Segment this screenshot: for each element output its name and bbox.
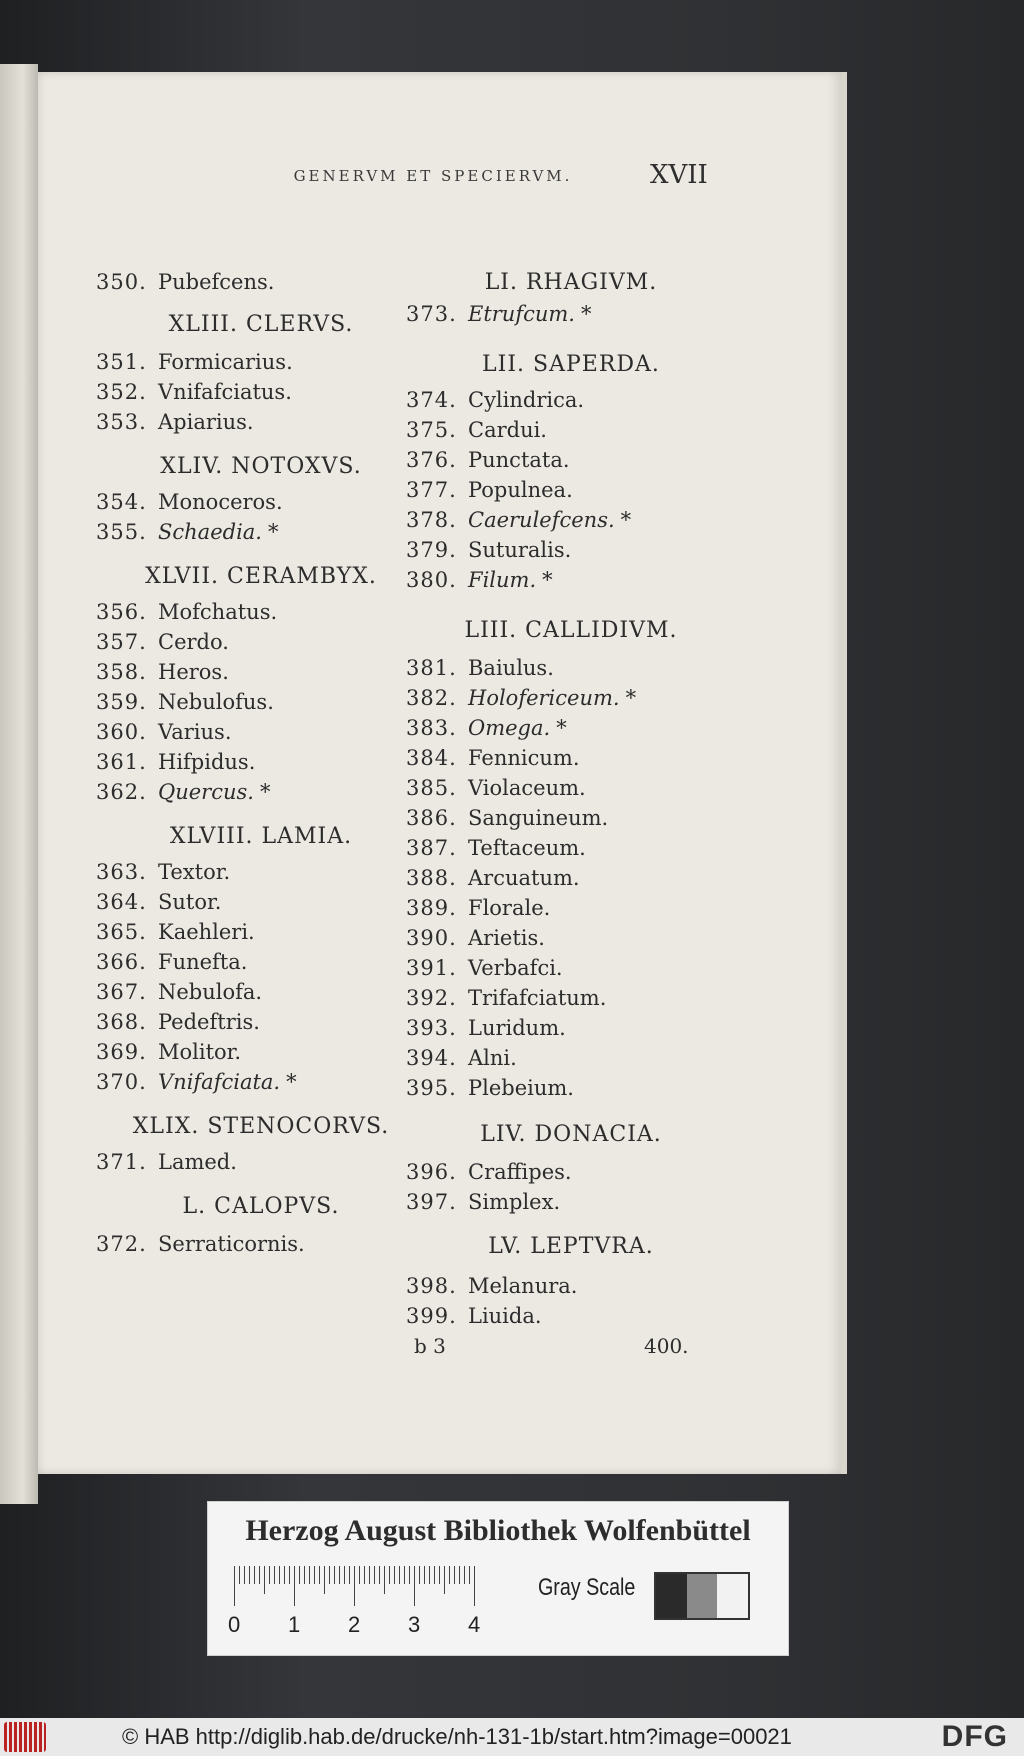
ruler-tick [379, 1566, 380, 1584]
ruler-tick [254, 1566, 255, 1584]
asterisk-mark: * [542, 568, 553, 592]
species-entry [406, 686, 636, 710]
species-name: Etrufcum. [468, 302, 575, 326]
species-entry [406, 716, 567, 740]
entry-number: 354. [96, 490, 147, 514]
species-name: Verbafci. [468, 956, 563, 980]
genus-heading: XLVII. CERAMBYX. [145, 564, 377, 589]
species-entry [406, 956, 563, 980]
asterisk-mark: * [580, 302, 592, 326]
species-name: Textor. [158, 860, 231, 884]
page-number: XVII [650, 160, 708, 190]
ruler-label: 2 [348, 1612, 361, 1637]
ruler-tick [424, 1566, 425, 1584]
ruler-tick [269, 1566, 270, 1584]
entry-number: 364. [96, 890, 147, 914]
genus-heading: XLIX. STENOCORVS. [132, 1114, 390, 1139]
species-entry [406, 866, 580, 890]
species-entry [406, 302, 591, 326]
species-name: Alni. [468, 1046, 517, 1070]
entry-number: 373. [406, 302, 457, 326]
species-entry [96, 520, 278, 544]
ruler-label: 4 [468, 1612, 481, 1637]
entry-number: 390. [406, 926, 457, 950]
entry-number: 391. [406, 956, 457, 980]
species-name: Molitor. [158, 1040, 242, 1064]
species-name: Vnifafciatus. [158, 380, 292, 404]
species-name: Vnifafciata. [158, 1070, 281, 1094]
entry-number: 351. [96, 350, 147, 374]
color-reference-card [207, 1501, 789, 1656]
species-name: Nebulofa. [158, 980, 263, 1004]
entry-number: 386. [406, 806, 457, 830]
ruler-tick [349, 1566, 350, 1584]
species-entry [96, 380, 292, 404]
entry-number: 377. [406, 478, 457, 502]
species-entry [96, 660, 229, 684]
species-name: Formicarius. [158, 350, 293, 374]
species-entry [96, 780, 270, 804]
entry-number: 393. [406, 1016, 457, 1040]
species-entry [96, 950, 247, 974]
entry-number: 370. [96, 1070, 147, 1094]
species-name: Arcuatum. [468, 866, 580, 890]
species-entry [406, 1016, 566, 1040]
entry-number: 375. [406, 418, 457, 442]
species-name: Arietis. [468, 926, 545, 950]
species-name: Florale. [468, 896, 551, 920]
dfg-logo: DFG [941, 1720, 1008, 1753]
library-title: Herzog August Bibliothek Wolfenbüttel [245, 1514, 751, 1547]
species-name: Luridum. [468, 1016, 566, 1040]
ruler-tick [454, 1566, 455, 1584]
species-entry [406, 746, 580, 770]
book-page [38, 72, 841, 1474]
species-entry [96, 980, 262, 1004]
species-name: Apiarius. [158, 410, 254, 434]
entry-number: 368. [96, 1010, 147, 1034]
genus-heading: XLIII. CLERVS. [168, 312, 354, 337]
entry-number: 350. [96, 270, 147, 294]
species-name: Suturalis. [468, 538, 572, 562]
species-entry [406, 1076, 574, 1100]
species-name: Violaceum. [468, 776, 586, 800]
species-entry [406, 926, 545, 950]
entry-number: 376. [406, 448, 457, 472]
entry-number: 381. [406, 656, 457, 680]
species-name: Caerulefcens. [468, 508, 615, 532]
entry-number: 357. [96, 630, 147, 654]
species-entry [406, 836, 586, 860]
ruler-tick [389, 1566, 390, 1584]
entry-number: 387. [406, 836, 457, 860]
ruler-label: 1 [288, 1612, 301, 1637]
species-name: Funefta. [158, 950, 248, 974]
species-entry [406, 776, 586, 800]
gray-swatch-cell [687, 1574, 718, 1618]
genus-heading: XLVIII. LAMIA. [169, 824, 353, 849]
ruler-tick [324, 1566, 325, 1594]
species-entry [96, 890, 221, 914]
ruler-tick [409, 1566, 410, 1584]
entry-number: 398. [406, 1274, 457, 1298]
species-name: Filum. [468, 568, 537, 592]
ruler-tick [339, 1566, 340, 1584]
ruler-tick [469, 1566, 470, 1584]
species-entry [96, 410, 254, 434]
ruler-tick [314, 1566, 315, 1584]
species-name: Sanguineum. [468, 806, 609, 830]
species-entry [96, 920, 255, 944]
page-edge [841, 72, 847, 1474]
entry-number: 353. [96, 410, 147, 434]
species-entry [406, 806, 608, 830]
ruler-tick [459, 1566, 460, 1584]
species-entry [96, 860, 230, 884]
genus-heading: LIV. DONACIA. [480, 1122, 662, 1147]
species-name: Mofchatus. [158, 600, 278, 624]
ruler-tick [404, 1566, 405, 1584]
ruler-tick [414, 1566, 415, 1606]
species-name: Punctata. [468, 448, 570, 472]
ruler-tick [359, 1566, 360, 1584]
species-entry [96, 720, 232, 744]
asterisk-mark: * [286, 1070, 297, 1094]
ruler-tick [264, 1566, 265, 1594]
species-name: Trifafciatum. [468, 986, 607, 1010]
genus-heading: LII. SAPERDA. [482, 352, 660, 377]
species-entry [406, 656, 554, 680]
entry-number: 359. [96, 690, 147, 714]
ruler-tick [319, 1566, 320, 1584]
entry-number: 394. [406, 1046, 457, 1070]
ruler-tick [259, 1566, 260, 1584]
ruler-tick [474, 1566, 475, 1606]
species-entry [406, 896, 550, 920]
species-name: Pedeftris. [158, 1010, 260, 1034]
ruler-tick [439, 1566, 440, 1584]
species-name: Monoceros. [158, 490, 283, 514]
entry-number: 374. [406, 388, 457, 412]
ruler-label: 3 [408, 1612, 421, 1637]
entry-number: 362. [96, 780, 147, 804]
genus-heading: LV. LEPTVRA. [488, 1234, 654, 1259]
ruler-tick [274, 1566, 275, 1584]
ruler-tick [449, 1566, 450, 1584]
entry-number: 397. [406, 1190, 457, 1214]
ruler-tick [434, 1566, 435, 1584]
species-name: Lamed. [158, 1150, 237, 1174]
ruler-tick [419, 1566, 420, 1584]
catchword: 400. [644, 1334, 689, 1358]
ruler-tick [299, 1566, 300, 1584]
entry-number: 383. [406, 716, 457, 740]
species-name: Heros. [158, 660, 229, 684]
species-name: Melanura. [468, 1274, 578, 1298]
species-entry [406, 1046, 517, 1070]
entry-number: 369. [96, 1040, 147, 1064]
ruler-tick [369, 1566, 370, 1584]
entry-number: 385. [406, 776, 457, 800]
ruler-labels [228, 1612, 494, 1638]
ruler-tick [394, 1566, 395, 1584]
running-title: GENERVM ET SPECIERVM. [293, 167, 573, 185]
ruler-tick [384, 1566, 385, 1594]
species-entry [406, 1304, 542, 1328]
entry-number: 365. [96, 920, 147, 944]
entry-number: 360. [96, 720, 147, 744]
gray-scale-label: Gray Scale [538, 1574, 636, 1601]
ruler-tick [234, 1566, 235, 1606]
species-name: Fennicum. [468, 746, 580, 770]
entry-number: 388. [406, 866, 457, 890]
scale-ruler [234, 1566, 474, 1606]
species-name: Cerdo. [158, 630, 229, 654]
asterisk-mark: * [556, 716, 567, 740]
ruler-tick [429, 1566, 430, 1584]
species-entry [406, 508, 631, 532]
ruler-tick [329, 1566, 330, 1584]
ruler-tick [289, 1566, 290, 1584]
species-entry [406, 568, 553, 592]
ruler-tick [244, 1566, 245, 1584]
species-name: Quercus. [158, 780, 254, 804]
species-name: Teftaceum. [468, 836, 586, 860]
genus-heading: LIII. CALLIDIVM. [464, 618, 678, 643]
gray-scale-swatch [654, 1572, 750, 1620]
signature-mark: b 3 [414, 1334, 446, 1358]
ruler-tick [364, 1566, 365, 1584]
ruler-tick [304, 1566, 305, 1584]
species-name: Pubefcens. [158, 270, 275, 294]
species-name: Liuida. [468, 1304, 542, 1328]
species-entry [96, 690, 274, 714]
entry-number: 358. [96, 660, 147, 684]
species-name: Hifpidus. [158, 750, 256, 774]
ruler-tick [334, 1566, 335, 1584]
gray-swatch-cell [656, 1574, 687, 1618]
species-entry [96, 350, 293, 374]
genus-heading: L. CALOPVS. [182, 1194, 340, 1219]
species-entry [406, 388, 584, 412]
hab-logo-icon [4, 1722, 46, 1752]
species-entry [406, 1274, 577, 1298]
asterisk-mark: * [259, 780, 271, 804]
species-entry [96, 1070, 297, 1094]
species-name: Simplex. [468, 1190, 561, 1214]
species-name: Serraticornis. [158, 1232, 305, 1256]
species-name: Nebulofus. [158, 690, 274, 714]
asterisk-mark: * [267, 520, 279, 544]
species-name: Sutor. [158, 890, 222, 914]
genus-heading: LI. RHAGIVM. [484, 270, 658, 295]
ruler-tick [279, 1566, 280, 1584]
ruler-tick [344, 1566, 345, 1584]
asterisk-mark: * [620, 508, 632, 532]
species-entry [406, 1160, 572, 1184]
entry-number: 395. [406, 1076, 457, 1100]
species-entry [96, 600, 277, 624]
species-name: Schaedia. [158, 520, 262, 544]
entry-number: 372. [96, 1232, 147, 1256]
species-entry [96, 630, 229, 654]
genus-heading: XLIV. NOTOXVS. [160, 454, 362, 479]
species-entry [96, 490, 283, 514]
ruler-tick [444, 1566, 445, 1594]
asterisk-mark: * [625, 686, 637, 710]
adjacent-page-edge [0, 64, 38, 1504]
viewer-footer-bar [0, 1718, 1024, 1756]
ruler-tick [294, 1566, 295, 1606]
entry-number: 361. [96, 750, 147, 774]
ruler-tick [464, 1566, 465, 1584]
species-name: Varius. [158, 720, 232, 744]
ruler-tick [239, 1566, 240, 1584]
ruler-tick [354, 1566, 355, 1606]
species-entry [96, 1010, 260, 1034]
species-entry [96, 1040, 241, 1064]
species-name: Populnea. [468, 478, 573, 502]
entry-number: 355. [96, 520, 147, 544]
ruler-tick [284, 1566, 285, 1584]
species-entry [406, 448, 570, 472]
species-entry [96, 1232, 305, 1256]
entry-number: 379. [406, 538, 457, 562]
species-entry [96, 270, 274, 294]
species-name: Cylindrica. [468, 388, 585, 412]
species-name: Kaehleri. [158, 920, 255, 944]
entry-number: 367. [96, 980, 147, 1004]
species-name: Cardui. [468, 418, 547, 442]
species-entry [96, 1150, 237, 1174]
species-entry [406, 478, 573, 502]
ruler-tick [309, 1566, 310, 1584]
species-name: Omega. [468, 716, 551, 740]
entry-number: 392. [406, 986, 457, 1010]
ruler-tick [374, 1566, 375, 1584]
species-entry [406, 418, 547, 442]
entry-number: 378. [406, 508, 457, 532]
source-url[interactable]: © HAB http://diglib.hab.de/drucke/nh-131-1b/start.htm?image=00021 [122, 1724, 792, 1749]
species-entry [406, 986, 606, 1010]
entry-number: 363. [96, 860, 147, 884]
ruler-label: 0 [228, 1612, 241, 1637]
entry-number: 399. [406, 1304, 457, 1328]
entry-number: 371. [96, 1150, 147, 1174]
entry-number: 352. [96, 380, 147, 404]
entry-number: 389. [406, 896, 457, 920]
entry-number: 356. [96, 600, 147, 624]
species-name: Holofericeum. [468, 686, 620, 710]
entry-number: 380. [406, 568, 457, 592]
gray-swatch-cell [717, 1574, 748, 1618]
ruler-tick [399, 1566, 400, 1584]
entry-number: 382. [406, 686, 457, 710]
species-name: Plebeium. [468, 1076, 574, 1100]
species-entry [406, 1190, 560, 1214]
species-name: Craffipes. [468, 1160, 572, 1184]
entry-number: 396. [406, 1160, 457, 1184]
ruler-tick [249, 1566, 250, 1584]
entry-number: 384. [406, 746, 457, 770]
species-entry [96, 750, 255, 774]
species-entry [406, 538, 571, 562]
entry-number: 366. [96, 950, 147, 974]
species-name: Baiulus. [468, 656, 554, 680]
